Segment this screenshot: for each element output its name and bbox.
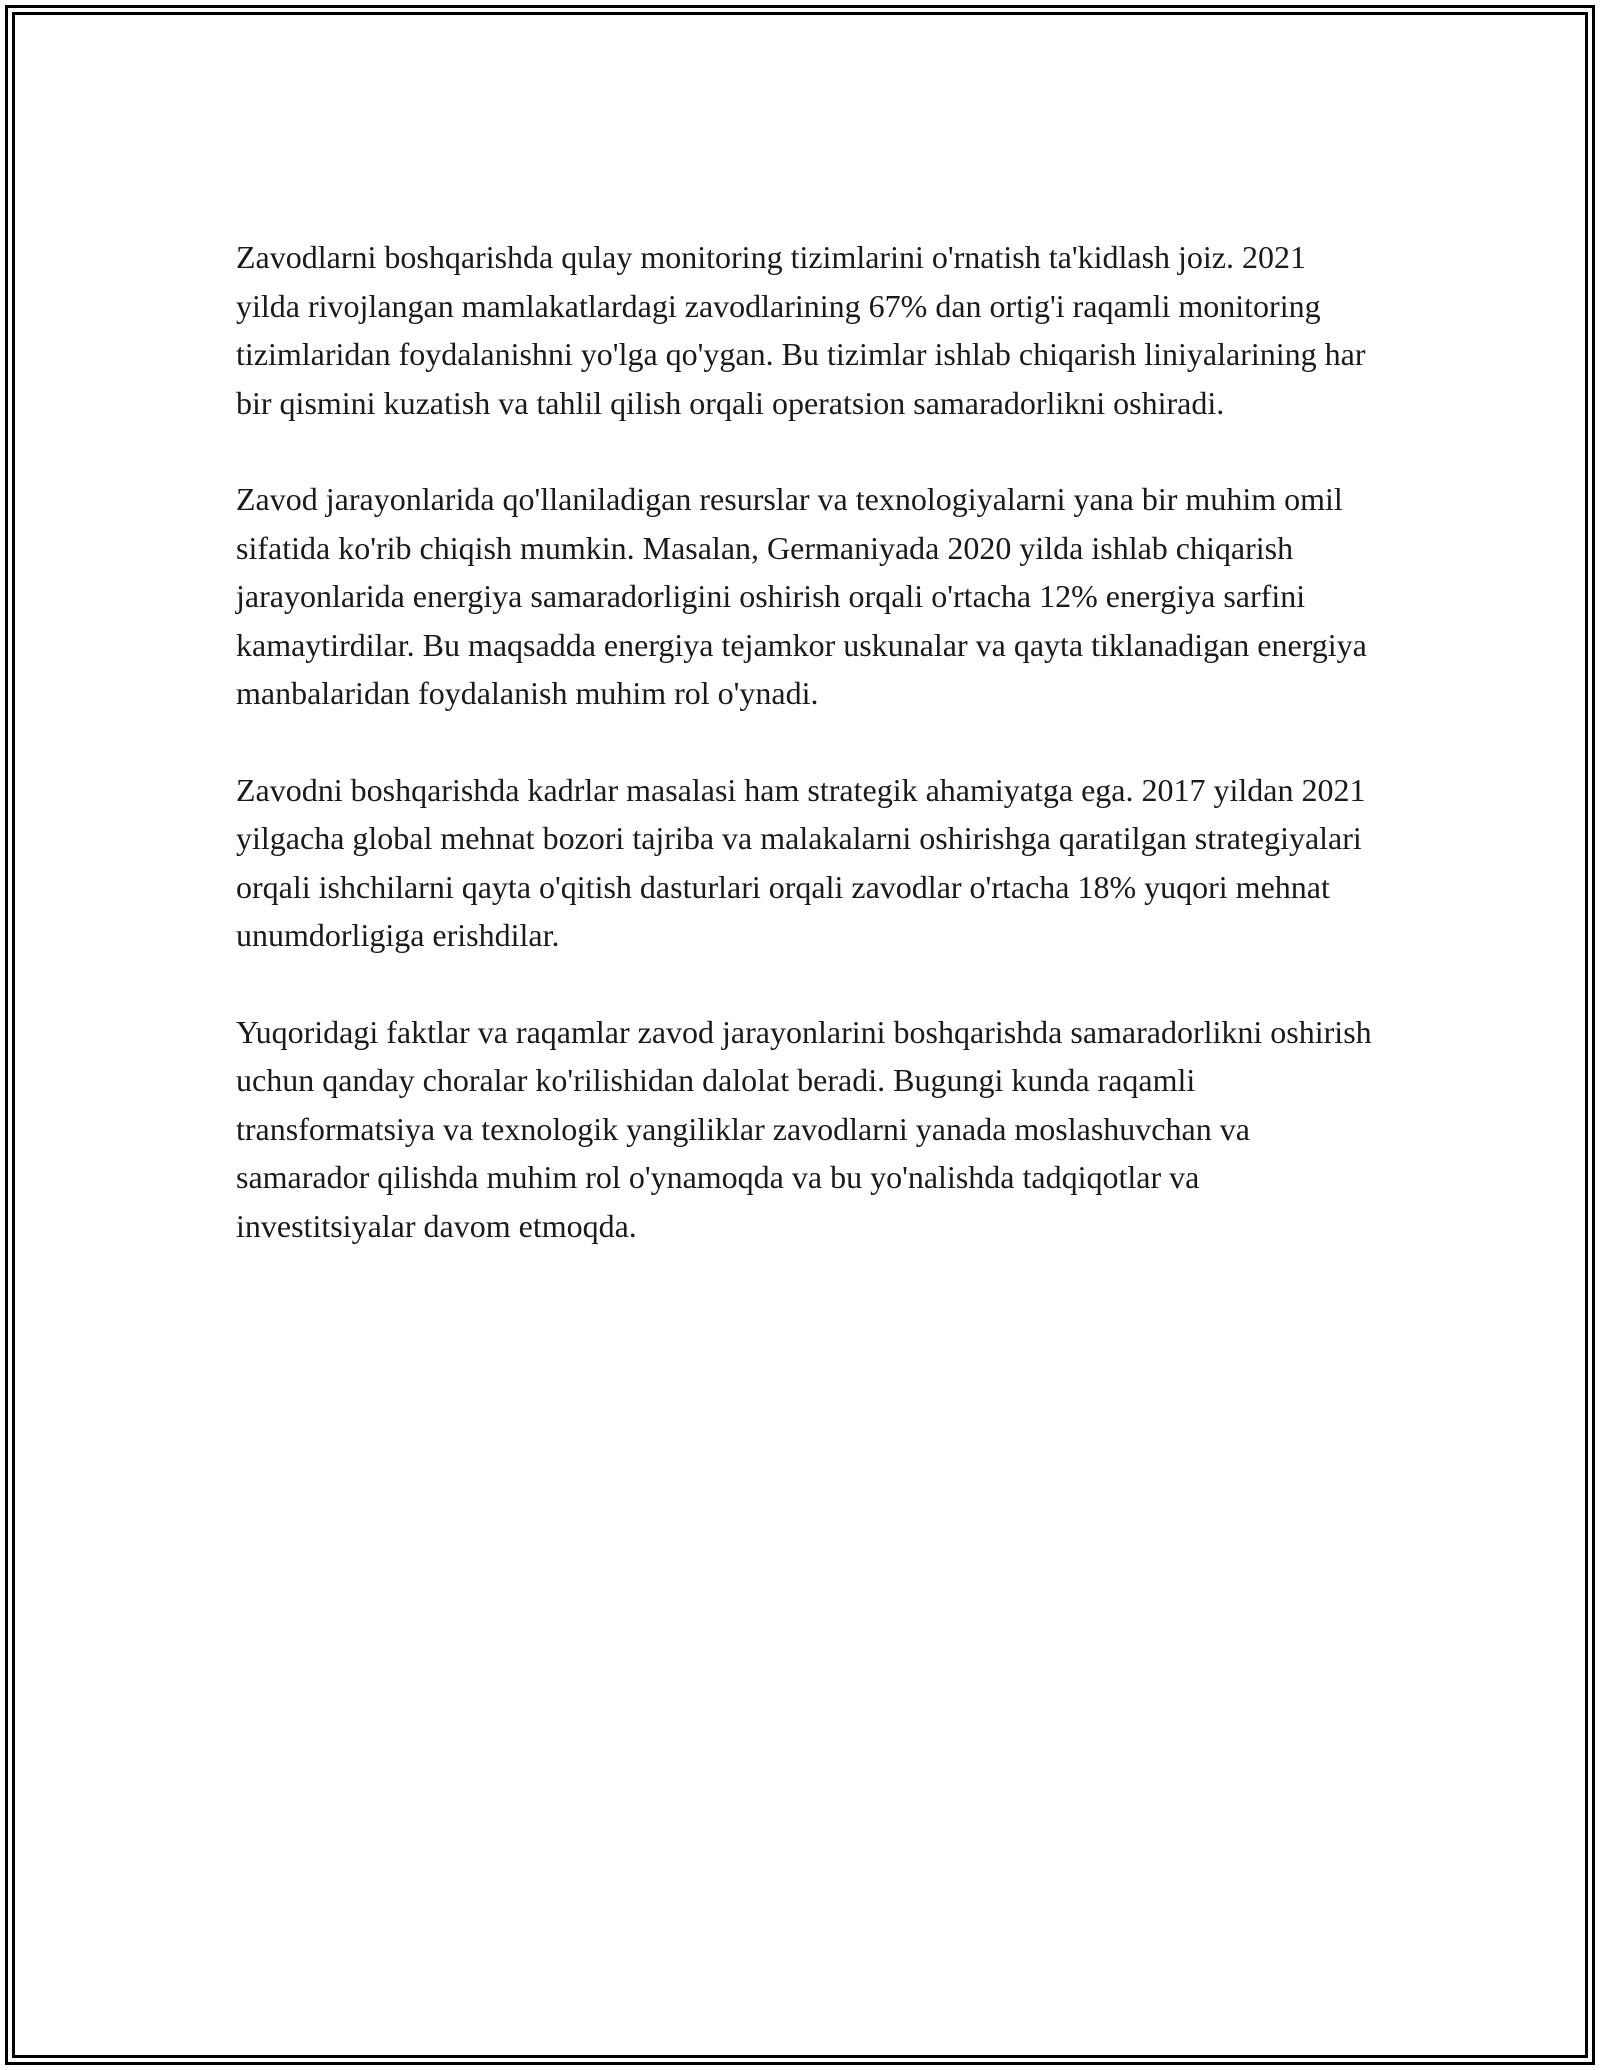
document-body (236, 233, 1376, 1250)
paragraph-monitoring: Zavodlarni boshqarishda qulay monitoring tizimlarini o'rnatish ta'kidlash joiz. 2021 yilda rivojlangan mamlakatlardagi zavodlarining 67% dan ortig'i raqamli monitoring tizimlaridan foydalanishni yo'lga qo'ygan. Bu tizimlar ishlab chiqarish liniyalarining har bir qismini kuzatish va tahlil qilish orqali operatsion samaradorlikni oshiradi. (236, 239, 1366, 421)
paragraph-personnel: Zavodni boshqarishda kadrlar masalasi ham strategik ahamiyatga ega. 2017 yildan 2021 yilgacha global mehnat bozori tajriba va malakalarni oshirishga qaratilgan strategiyalari orqali ishchilarni qayta o'qitish dasturlari orqali zavodlar o'rtacha 18% yuqori mehnat unumdorligiga erishdilar. (236, 771, 1366, 953)
paragraph-conclusion: Yuqoridagi faktlar va raqamlar zavod jarayonlarini boshqarishda samaradorlikni oshirish uchun qanday choralar ko'rilishidan dalolat beradi. Bugungi kunda raqamli transformatsiya va texnologik yangiliklar zavodlarni yanada moslashuvchan va samarador qilishda muhim rol o'ynamoqda va bu yo'nalishda tadqiqotlar va investitsiyalar davom etmoqda. (236, 1013, 1372, 1244)
paragraph-resources: Zavod jarayonlarida qo'llaniladigan resurslar va texnologiyalarni yana bir muhim omil sifatida ko'rib chiqish mumkin. Masalan, Germaniyada 2020 yilda ishlab chiqarish jarayonlarida energiya samaradorligini oshirish orqali o'rtacha 12% energiya sarfini kamaytirdilar. Bu maqsadda energiya tejamkor uskunalar va qayta tiklanadigan energiya manbalaridan foydalanish muhim rol o'ynadi. (236, 481, 1367, 711)
